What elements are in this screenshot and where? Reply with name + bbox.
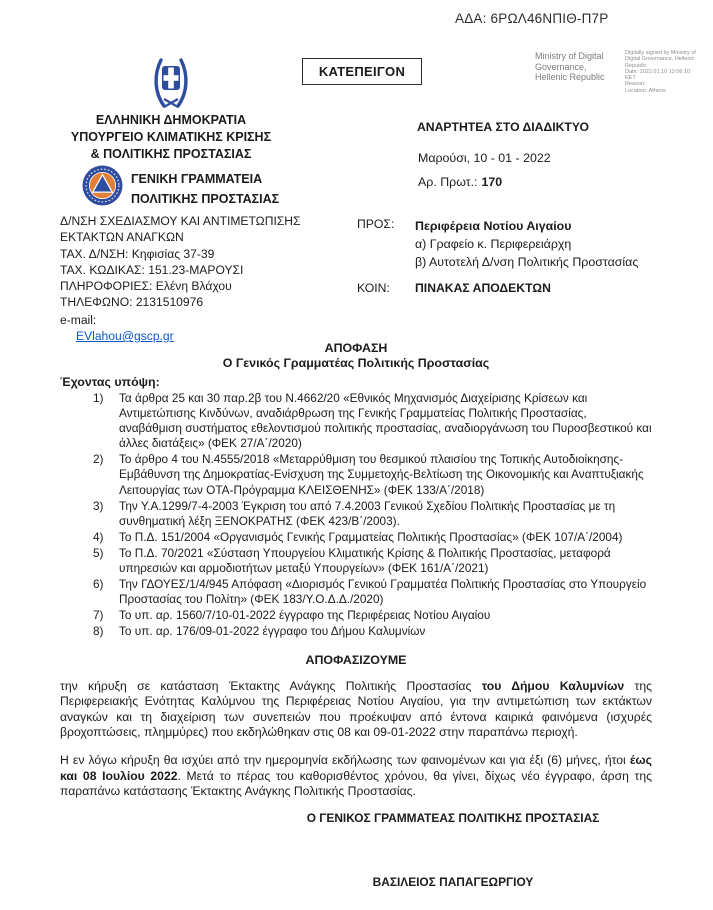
- secretariat-line: ΓΕΝΙΚΗ ΓΡΑΜΜΑΤΕΙΑ: [131, 172, 263, 186]
- consideration-text: Τα άρθρα 25 και 30 παρ.2β του Ν.4662/20 «Εθνικός Μηχανισμός Διαχείρισης Κρίσεων και Αντιμετώπισης Κινδύνων, αναδιάρθρωση της Γενικής Γραμματείας Πολιτικής Προστασίας, αναβάθμιση συστήματος εθελοντισμού πολιτικής προστασίας, αναδιοργάνωση του Πυροσβεστικού και άλλες διατάξεις» (ΦΕΚ 27/Α΄/2020): [119, 391, 652, 451]
- place-date: Μαρούσι, 10 - 01 - 2022: [418, 151, 551, 165]
- paragraph-bold-text: έως και 08 Ιουλίου 2022: [60, 753, 652, 783]
- consideration-item: [93, 391, 652, 451]
- consideration-text: Το υπ. αρ. 176/09-01-2022 έγγραφο του Δήμου Καλυμνίων: [119, 624, 426, 639]
- considerations-list: [60, 391, 652, 640]
- consideration-number: 5): [93, 545, 104, 560]
- postal-address-line: ΤΑΧ. Δ/ΝΣΗ: Κηφισίας 37-39: [60, 246, 215, 261]
- email-line: [60, 312, 301, 345]
- paragraph-text: Η εν λόγω κήρυξη θα ισχύει από την ημερομηνία εκδήλωσης των φαινομένων και για έξι (6) μήνες, ήτοι: [60, 753, 630, 768]
- operative-paragraph-1: [60, 679, 652, 741]
- decision-body: [60, 341, 652, 812]
- web-posting-note: ΑΝΑΡΤΗΤΕΑ ΣΤΟ ΔΙΑΔΙΚΤΥΟ: [417, 120, 589, 134]
- secretariat-line: ΠΟΛΙΤΙΚΗΣ ΠΡΟΣΤΑΣΙΑΣ: [131, 191, 280, 206]
- preamble-label: Έχοντας υπόψη:: [60, 375, 160, 389]
- signer-line: Hellenic Republic: [535, 72, 605, 82]
- paragraph-text: της Περιφερειακής Ενότητας Καλύμνου της Περιφέρειας Νοτίου Αιγαίου, για την αντιμετώπιση των εκτάκτων αναγκών και τη διαχείριση των συνεπειών που προέκυψαν από έντονα καιρικά φαινόμενα (ισχυρές βροχοπτώσεις, πλημμύρες) που εκδηλώθηκαν στις 08 και 09-01-2022 στην παραπάνω περιοχή.: [60, 678, 652, 740]
- ada-number: ΑΔΑ: 6ΡΩΛ46ΝΠΙΘ-Π7Ρ: [455, 11, 609, 26]
- directorate-line: ΕΚΤΑΚΤΩΝ ΑΝΑΓΚΩΝ: [60, 230, 184, 245]
- operative-paragraph-2: [60, 753, 652, 800]
- directorate-line: Δ/ΝΣΗ ΣΧΕΔΙΑΣΜΟΥ ΚΑΙ ΑΝΤΙΜΕΤΩΠΙΣΗΣ: [60, 214, 301, 228]
- signer-line: Governance,: [535, 61, 587, 72]
- consideration-item: [93, 546, 652, 576]
- consideration-number: 2): [93, 452, 104, 467]
- paragraph-text: . Μετά το πέρας του καθορισθέντος χρόνου, θα γίνει, δίχως νέο έγγραφο, άρση της παραπάνω κατάστασης Έκτακτης Ανάγκης Πολιτικής Προστασίας.: [60, 768, 652, 799]
- signer-line: Ministry of Digital: [535, 51, 604, 61]
- consideration-text: Το υπ. αρ. 1560/7/10-01-2022 έγγραφο της Περιφέρειας Νοτίου Αιγαίου: [119, 608, 491, 623]
- contact-person-line: ΠΛΗΡΟΦΟΡΙΕΣ: Ελένη Βλάχου: [60, 279, 232, 294]
- recipient-sub: β) Αυτοτελή Δ/νση Πολιτικής Προστασίας: [415, 255, 639, 270]
- signer-name: ΒΑΣΙΛΕΙΟΣ ΠΑΠΑΓΕΩΡΓΙΟΥ: [372, 875, 534, 889]
- state-line: & ΠΟΛΙΤΙΚΗΣ ΠΡΟΣΤΑΣΙΑΣ: [90, 146, 252, 161]
- consideration-number: 6): [93, 577, 104, 592]
- sender-secretariat: [131, 170, 279, 209]
- sender-directorate-block: [60, 213, 301, 344]
- digital-signature-details: [625, 50, 711, 94]
- consideration-number: 1): [93, 391, 104, 405]
- signature-detail-line: Digitally signed by Ministry of: [625, 50, 696, 56]
- consideration-item: [93, 624, 652, 639]
- email-link[interactable]: EVlahou@gscp.gr: [76, 329, 174, 344]
- paragraph-text: την κήρυξη σε κατάσταση Έκτακτης Ανάγκης Πολιτικής Προστασίας: [60, 678, 482, 693]
- consideration-number: 7): [93, 608, 104, 623]
- consideration-item: [93, 577, 652, 607]
- phone-line: ΤΗΛΕΦΩΝΟ: 2131510976: [60, 295, 204, 310]
- consideration-number: 8): [93, 624, 104, 639]
- signature-detail-line: Date: 2022.01.10 12:06:10: [625, 68, 691, 75]
- signature-detail-line: Reason:: [625, 81, 646, 88]
- recipient-sub: α) Γραφείο κ. Περιφερειάρχη: [415, 237, 572, 252]
- state-line: ΕΛΛΗΝΙΚΗ ΔΗΜΟΚΡΑΤΙΑ: [95, 113, 247, 127]
- signature-detail-line: Republic: [625, 62, 647, 69]
- signature-detail-line: Digital Governance, Hellenic: [625, 56, 695, 63]
- consideration-text: Το άρθρο 4 του Ν.4555/2018 «Μεταρρύθμιση του θεσμικού πλαισίου της Τοπικής Αυτοδιοίκησης-Εμβάθυνση της Δημοκρατίας-Ενίσχυση της Συμμετοχής-Βελτίωση της Οικονομικής και Αναπτυξιακής Λειτουργίας των ΟΤΑ-Πρόγραμμα ΚΛΕΙΣΘΕΝΗΣ» (ΦΕΚ 133/Α΄/2018): [119, 452, 644, 497]
- postal-code-line: ΤΑΧ. ΚΩΔΙΚΑΣ: 151.23-ΜΑΡΟΥΣΙ: [60, 262, 244, 277]
- hellenic-coat-of-arms-icon: [151, 54, 191, 115]
- digital-signature-signer: [535, 51, 623, 83]
- protocol-number-line: [418, 175, 502, 189]
- paragraph-bold-text: του Δήμου Καλυμνίων: [481, 678, 625, 693]
- operative-heading: ΑΠΟΦΑΣΙΖΟΥΜΕ: [305, 652, 407, 667]
- consideration-text: Την ΓΔΟΥΕΣ/1/4/945 Απόφαση «Διορισμός Γενικού Γραμματέα Πολιτικής Προστασίας στο Υπουργείο Προστασίας του Πολίτη» (ΦΕΚ 183/Υ.Ο.Δ.Δ./2020): [119, 577, 647, 607]
- cc-label: ΚΟΙΝ:: [357, 281, 390, 295]
- consideration-text: Το Π.Δ. 151/2004 «Οργανισμός Γενικής Γραμματείας Πολιτικής Προστασίας» (ΦΕΚ 107/Α΄/2004): [119, 529, 623, 544]
- protocol-number: 170: [481, 175, 503, 189]
- civil-protection-logo-icon: [82, 165, 123, 206]
- sender-state-block: [25, 112, 317, 163]
- decision-title: ΑΠΟΦΑΣΗ: [324, 341, 388, 355]
- state-line: ΥΠΟΥΡΓΕΙΟ ΚΛΙΜΑΤΙΚΗΣ ΚΡΙΣΗΣ: [70, 129, 272, 144]
- consideration-item: [93, 452, 652, 497]
- recipient-block: [415, 217, 638, 272]
- signature-detail-line: Location: Athens: [625, 87, 666, 94]
- signature-detail-line: EET: [625, 75, 636, 82]
- cc-value: ΠΙΝΑΚΑΣ ΑΠΟΔΕΚΤΩΝ: [415, 281, 551, 295]
- consideration-item: [93, 499, 652, 529]
- protocol-label: Αρ. Πρωτ.:: [418, 175, 478, 189]
- consideration-text: Την Υ.Α.1299/7-4-2003 Έγκριση του από 7.4.2003 Γενικού Σχεδίου Πολιτικής Προστασίας με τη συνθηματική λέξη ΞΕΝΟΚΡΑΤΗΣ (ΦΕΚ 423/Β΄/2003).: [119, 498, 616, 528]
- recipient-main: Περιφέρεια Νοτίου Αιγαίου: [415, 219, 572, 233]
- urgent-stamp: ΚΑΤΕΠΕΙΓΟΝ: [302, 58, 422, 85]
- decision-subtitle: Ο Γενικός Γραμματέας Πολιτικής Προστασίας: [222, 356, 490, 370]
- email-label: e-mail:: [60, 312, 97, 327]
- consideration-text: Το Π.Δ. 70/2021 «Σύσταση Υπουργείου Κλιματικής Κρίσης & Πολιτικής Προστασίας, μεταφορά υπηρεσιών και αρμοδιοτήτων μεταξύ Υπουργείων» (ΦΕΚ 161/Α΄/2021): [119, 545, 611, 576]
- consideration-number: 3): [93, 498, 104, 513]
- signing-block: [193, 811, 713, 889]
- consideration-number: 4): [93, 529, 104, 544]
- to-label: ΠΡΟΣ:: [357, 217, 395, 231]
- signer-title: Ο ΓΕΝΙΚΟΣ ΓΡΑΜΜΑΤΕΑΣ ΠΟΛΙΤΙΚΗΣ ΠΡΟΣΤΑΣΙΑΣ: [306, 811, 600, 825]
- consideration-item: [93, 530, 652, 545]
- consideration-item: [93, 608, 652, 623]
